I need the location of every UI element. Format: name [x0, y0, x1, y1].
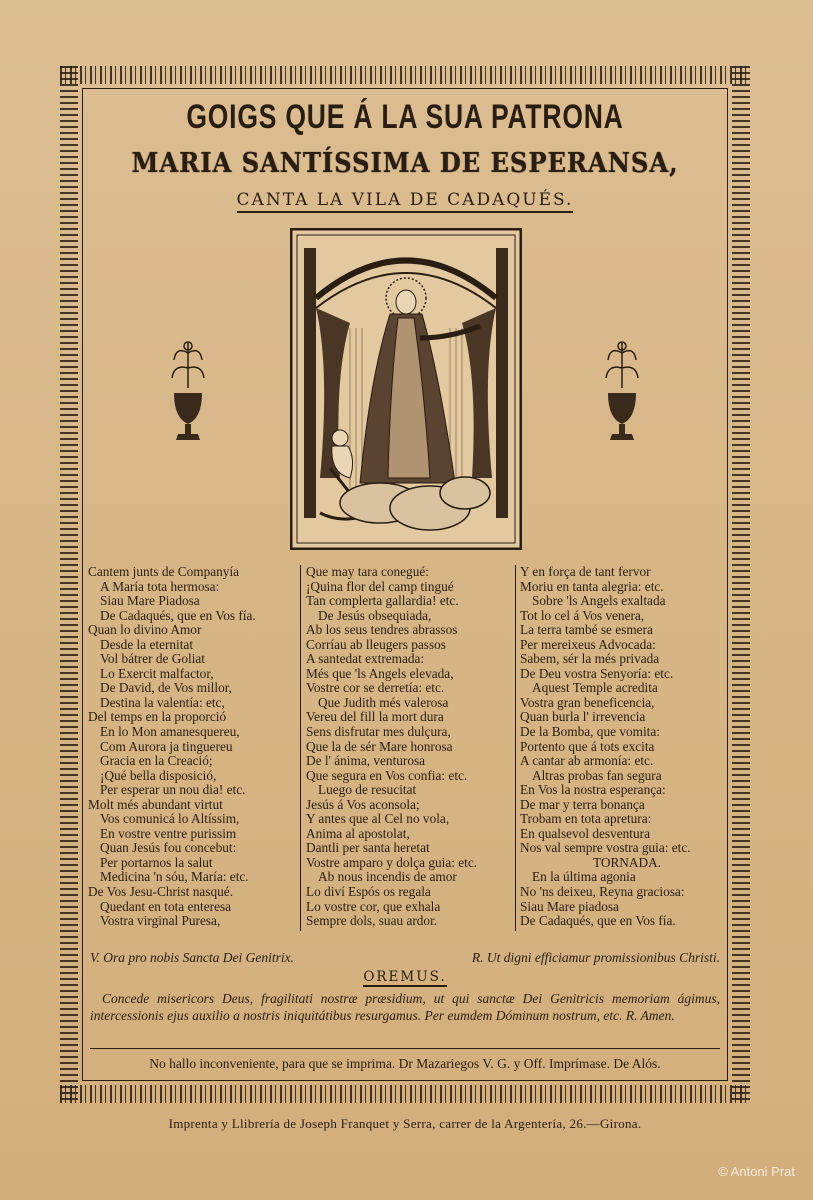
verse-line: Vostre amparo y dolça guia: etc.	[306, 854, 478, 870]
verse-line: Sabem, sér la més privada	[520, 651, 660, 667]
verse-line: Vostre cor se derretía: etc.	[306, 680, 445, 696]
verse-line: Portento que á tots excita	[520, 738, 655, 754]
verse-line: En Vos la nostra esperança:	[520, 782, 666, 798]
verse-line: De l' ánima, venturosa	[306, 753, 426, 769]
verse-line: Vereu del fill la mort dura	[306, 709, 444, 725]
flower-vase-icon	[168, 338, 208, 448]
verse-line: De Cadaqués, que en Vos fía.	[100, 607, 256, 623]
divider	[90, 1048, 720, 1049]
verse-line: Vostra gran beneficencia,	[520, 694, 655, 710]
verse-line: De Deu vostra Senyoría: etc.	[520, 665, 674, 681]
verse-line: Per esperar un nou dia! etc.	[100, 782, 246, 798]
verse-line: Luego de resucitat	[318, 782, 417, 798]
verse-line: Siau Mare piadosa	[520, 898, 619, 914]
verse-line: De Jesús obsequiada,	[318, 607, 432, 623]
verse-line: Sempre dols, suau ardor.	[306, 913, 438, 929]
verse-line: Y en força de tant fervor	[520, 564, 651, 579]
response: R. Ut digni efficiamur promissionibus Christi.	[471, 950, 720, 965]
verse-line: Gracia en la Creació;	[100, 753, 213, 769]
verse-line: Ab los seus tendres abrassos	[306, 622, 458, 638]
ornamental-border-right	[732, 66, 750, 1103]
verse-line: ¡Quina flor del camp tingué	[306, 578, 454, 594]
flower-vase-icon	[602, 338, 642, 448]
imprimatur: No hallo inconveniente, para que se imprima. Dr Mazariegos V. G. y Off. Imprímase. De Alós.	[149, 1056, 661, 1071]
verse-line: En lo Mon amanesquereu,	[100, 724, 240, 740]
subtitle: MARIA SANTÍSSIMA DE ESPERANSA,	[131, 148, 679, 179]
verse-line: Lo diví Espós os regala	[306, 884, 431, 900]
verse-line: Tot lo cel á Vos venera,	[520, 607, 645, 623]
verse-line: Medicina 'n sóu, María: etc.	[100, 869, 249, 885]
verse-line: Del temps en la proporció	[88, 709, 227, 725]
verse-line: Nos val sempre vostra guia: etc.	[520, 840, 691, 856]
verse-line: Quan lo divino Amor	[88, 622, 202, 638]
verse-line: Lo Exercit malfactor,	[100, 665, 214, 681]
verse-line: Per portarnos la salut	[100, 854, 213, 870]
virgin-engraving-icon	[290, 228, 522, 550]
verses-block	[88, 565, 728, 935]
prayer-text: Concede misericors Deus, fragilitati nostræ præsidium, ut qui sanctæ Dei Genitricis memoriam ágimus, intercessionis ejus auxilio a nostris iniquitátibus resurgamus. Per eumdem Dóminum nostrum, etc. R. Amen.	[90, 991, 720, 1023]
verse-line: Vos comunicá lo Altíssim,	[100, 811, 240, 827]
column-divider	[515, 565, 516, 931]
verse-line: Destina la valentía: etc,	[100, 694, 225, 710]
verse-line: Que Judith més valerosa	[318, 694, 449, 710]
verse-line: Corríau ab lleugers passos	[306, 636, 446, 652]
verse-line: Vol bátrer de Goliat	[100, 651, 205, 667]
verse-line: A María tota hermosa:	[100, 578, 220, 594]
verse-line: Trobam en tota apretura:	[520, 811, 652, 827]
verse-column-1	[88, 565, 298, 929]
verse-line: De David, de Vos millor,	[100, 680, 232, 696]
verse-line: De mar y terra bonança	[520, 796, 645, 812]
verse-line: Com Aurora ja tinguereu	[100, 738, 233, 754]
verse-line: A santedat extremada:	[306, 651, 425, 667]
verse-line: Desde la eternitat	[100, 636, 194, 652]
verse-line: Ab nous incendis de amor	[318, 869, 457, 885]
verse-column-2	[306, 565, 506, 929]
verse-line: Quedant en tota enteresa	[100, 898, 232, 914]
verse-line: En vostre ventre purissim	[100, 825, 237, 841]
verse-line: Que segura en Vos confia: etc.	[306, 767, 468, 783]
main-title: GOIGS QUE Á LA SUA PATRONA	[186, 98, 624, 136]
verse-line: Quan Jesús fou concebut:	[100, 840, 237, 856]
verse-line: Vostra virginal Puresa,	[100, 913, 221, 929]
verse-line: Més que 'ls Angels elevada,	[306, 665, 454, 681]
verse-line: Tan complerta gallardia! etc.	[306, 593, 459, 609]
oremus-text: OREMUS.	[363, 969, 447, 985]
verse-line: Moriu en tanta alegria: etc.	[520, 578, 664, 594]
verse-line: De la Bomba, que vomita:	[520, 724, 660, 740]
verse-line: Aquest Temple acredita	[532, 680, 658, 696]
verse-line: Altras probas fan segura	[532, 767, 662, 783]
verse-line: Cantem junts de Companyía	[88, 564, 240, 579]
verse-line: Anima al apostolat,	[306, 825, 410, 841]
verse-line: De Cadaqués, que en Vos fía.	[520, 913, 676, 929]
sub-subtitle-text: CANTA LA VILA DE CADAQUÉS.	[237, 190, 574, 213]
printer-footer: Imprenta y Llibrería de Joseph Franquet y Serra, carrer de la Argentería, 26.—Girona.	[168, 1116, 642, 1131]
verse-line: A cantar ab armonía: etc.	[520, 753, 654, 769]
ornamental-border-left	[60, 66, 78, 1103]
verse-line: Que la de sér Mare honrosa	[306, 738, 453, 754]
photo-credit: © Antoni Prat	[718, 1164, 795, 1179]
verse-line: Quan burla l' irrevencia	[520, 709, 646, 725]
verse-line: Per mereixeus Advocada:	[520, 636, 656, 652]
verse-column-3	[520, 565, 734, 929]
column-divider	[300, 565, 301, 931]
verse-line: Y antes que al Cel no vola,	[306, 811, 450, 827]
verse-line: Lo vostre cor, que exhala	[306, 898, 441, 914]
sub-subtitle	[90, 190, 720, 210]
verse-line: TORNADA.	[592, 854, 662, 870]
verse-line: ¡Qué bella disposició,	[100, 767, 217, 783]
verse-line: Dantli per santa heretat	[306, 840, 430, 856]
verse-line: Jesús á Vos aconsola;	[306, 796, 420, 812]
verse-line: La terra també se esmera	[520, 622, 653, 638]
verse-line: No 'ns deixeu, Reyna graciosa:	[520, 884, 685, 900]
versicle: V. Ora pro nobis Sancta Dei Genitrix.	[90, 950, 294, 965]
verse-line: En qualsevol desventura	[520, 825, 650, 841]
verse-line: Sobre 'ls Angels exaltada	[532, 593, 666, 609]
oremus-heading	[90, 969, 720, 985]
ornamental-border-top	[60, 66, 750, 84]
verse-line: Siau Mare Piadosa	[100, 593, 200, 609]
verse-line: De Vos Jesu-Christ nasqué.	[88, 884, 234, 900]
verse-line: En la última agonia	[532, 869, 636, 885]
verse-line: Que may tara conegué:	[306, 564, 429, 579]
ornamental-border-bottom	[60, 1085, 750, 1103]
verse-line: Molt més abundant virtut	[88, 796, 223, 812]
verse-line: Sens disfrutar mes dulçura,	[306, 724, 451, 740]
